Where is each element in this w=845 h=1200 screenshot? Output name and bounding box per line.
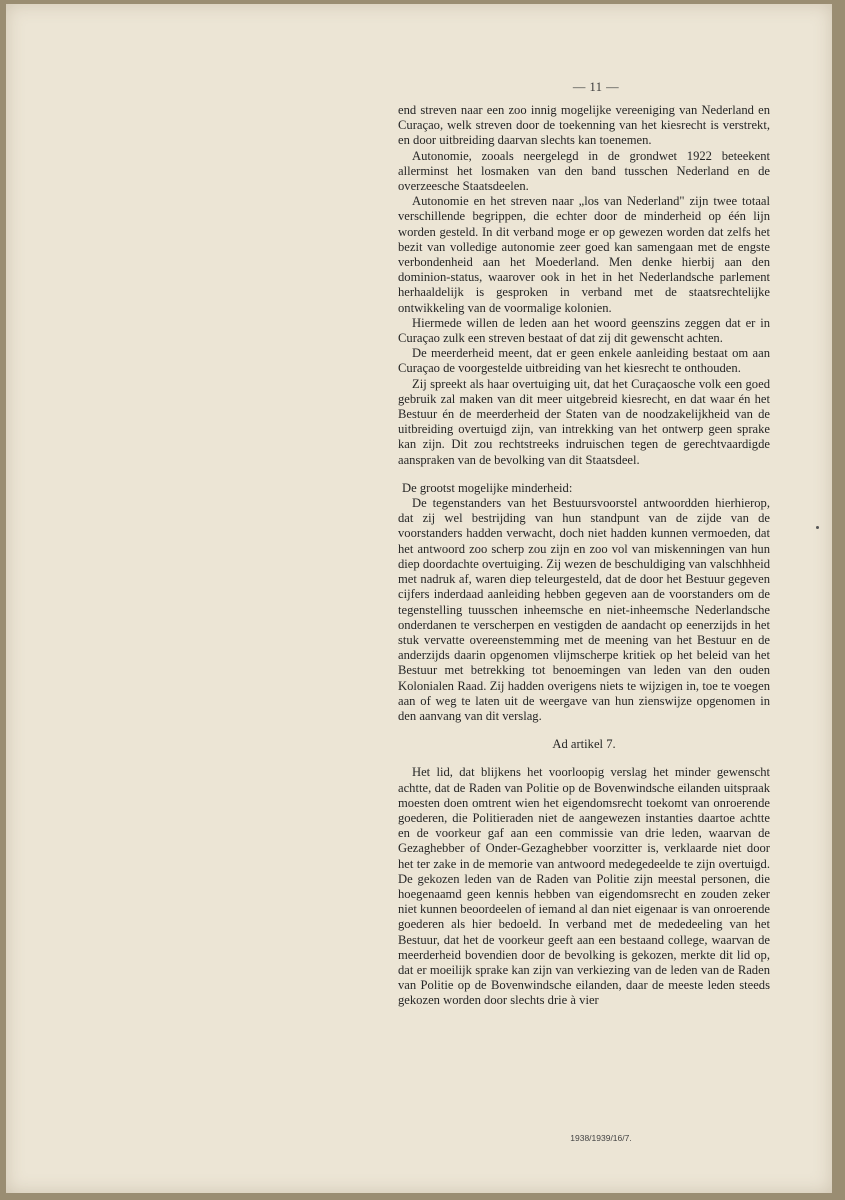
- paragraph-6: Zij spreekt als haar overtuiging uit, dat het Curaçaosche volk een goed gebruik zal maken van dit meer uitgebreid kiesrecht, en dat waar én het Bestuur én de meerderheid der Staten van de noodzakelijkheid van de uitbreiding overtuigd zijn, van intrekking van het ontwerp geen sprake kan zijn. Dit zou rechtstreeks indruischen tegen de gerechtvaardigde aanspraken van de bevolking van dit Staatsdeel.: [398, 376, 770, 467]
- spacer: [398, 752, 770, 765]
- text-column: [398, 103, 770, 1009]
- paragraph-5: De meerderheid meent, dat er geen enkele aanleiding bestaat om aan Curaçao de voorgestelde uitbreiding van het kiesrecht te onthouden.: [398, 346, 770, 376]
- paragraph-8: Het lid, dat blijkens het voorloopig verslag het minder gewenscht achtte, dat de Raden van Politie op de Bovenwindsche eilanden uitspraak moesten doen omtrent wien het eigendomsrecht toekomt van onroerende goederen, die Politieraden niet de aangewezen instanties daartoe achtte en de voorkeur gaf aan een commissie van drie leden, waarvan de Gezaghebber of Onder-Gezaghebber voorzitter is, verklaarde niet door het ter zake in de memorie van antwoord medegedeelde te zijn overtuigd. De gekozen leden van de Raden van Politie zijn meestal personen, die hoegenaamd geen kennis hebben van eigendomsrecht en zouden zeker niet kunnen beoordeelen of iemand al dan niet eigenaar is van onroerende goederen als hier bedoeld. In verband met de mededeeling van het Bestuur, dat het de voorkeur geeft aan een bestaand college, waarvan de meerderheid bovendien door de bevolking is gekozen, merkte dit lid op, dat er moeilijk sprake kan zijn van verkiezing van de leden van de Raden van Politie op de Bovenwindsche eilanden, daar de meeste leden steeds gekozen worden door slechts drie à vier: [398, 765, 770, 1008]
- page-number: — 11 —: [572, 80, 620, 94]
- footer-document-code: 1938/1939/16/7.: [570, 1133, 632, 1143]
- article-heading: Ad artikel 7.: [552, 737, 616, 752]
- paragraph-3: Autonomie en het streven naar „los van Nederland" zijn twee totaal verschillende begrippen, die echter door de minderheid op één lijn worden gesteld. In dit verband moge er op gewezen worden dat zelfs het bezit van volledige autonomie zeer goed kan samengaan met de engste verbondenheid aan het Moederland. Men denke hierbij aan den dominion-status, waarover ook in het in het Nederlandsche parlement herhaaldelijk is gesproken in verband met de staatsrechtelijke ontwikkeling van de voormalige kolonien.: [398, 194, 770, 315]
- scan-speck: [816, 526, 819, 529]
- paragraph-7: De tegenstanders van het Bestuursvoorstel antwoordden hierhierop, dat zij wel bestrijding van hun standpunt van de zijde van de voorstanders hadden verwacht, doch niet hadden kunnen vermoeden, dat het antwoord zoo scherp zou zijn en zoo vol van miskenningen van hun diep doordachte overtuiging. Zij wezen de beschuldiging van valschhheid met nadruk af, waren diep teleurgesteld, dat de door het Bestuur gegeven cijfers inderdaad aanleiding hebben gegeven aan de voorstanders om de tegenstelling tuusschen inheemsche en niet-inheemsche Nederlandsche onderdanen te verscherpen en vestigden de aandacht op eenerzijds in het stuk vervatte overeenstemming met de meening van het Bestuur en de anderzijds daarin opgenomen vlijmscherpe kritiek op het beleid van het Bestuur met betrekking tot benoemingen van leden van den ouden Kolonialen Raad. Zij hadden overigens niets te wijzigen in, toe te voegen aan of weg te laten uit de weergave van hun zienswijze opgenomen in den aanvang van dit verslag.: [398, 496, 770, 723]
- minority-heading: De grootst mogelijke minderheid:: [402, 480, 573, 495]
- paragraph-4: Hiermede willen de leden aan het woord geenszins zeggen dat er in Curaçao zulk een streven bestaat of dat zij dit gewenscht achten.: [398, 315, 770, 346]
- spacer: [398, 468, 770, 481]
- paragraph-1: end streven naar een zoo innig mogelijke vereeniging van Nederland en Curaçao, welk streven door de toekenning van het kiesrecht is verstrekt, en door uitbreiding daarvan slechts kan toenemen.: [398, 103, 770, 148]
- spacer: [398, 724, 770, 737]
- paragraph-2: Autonomie, zooals neergelegd in de grondwet 1922 beteekent allerminst het losmaken van den band tusschen Nederland en de overzeesche Staatsdeelen.: [398, 148, 770, 194]
